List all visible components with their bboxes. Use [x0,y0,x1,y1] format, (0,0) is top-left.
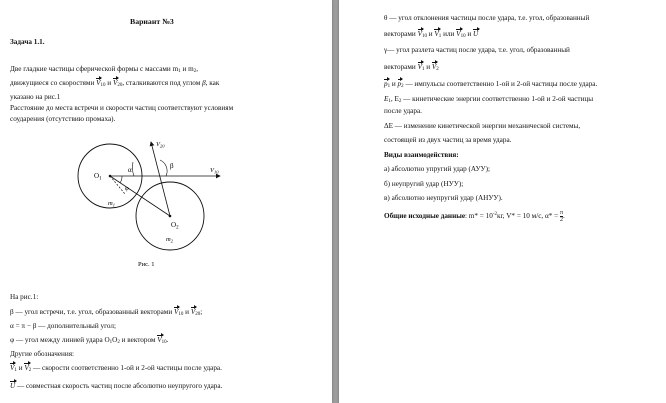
document-page-left [0,0,332,403]
alpha-definition: α = π − β — дополнительный угол; [10,322,116,330]
beta-arc [160,160,167,176]
label-v20: $V_{20}$ [156,141,165,149]
paragraph-line-3: указано на рис.1 [10,93,61,101]
paragraph-line-2: движущиеся со скоростями $V_{10}$ и $V_{20}$, сталкиваются под углом β, как [10,79,220,88]
label-v10: $V_{10}$ [210,167,219,175]
label-m2: $m_2$ [166,236,173,244]
gamma-vectors: векторами $V_1$ и $V_2$ [384,63,439,72]
momentum-definition: $p_1$ и $p_2$ — импульсы соответственно 1-ой и 2-ой частицы после удара. [384,80,598,89]
dashed-guide [110,176,125,194]
delta-energy-definition-cont: состоящей из двух частиц за время удара. [384,136,512,144]
on-figure-heading: На рис.1: [10,293,39,301]
label-m1: $m_1$ [108,200,115,208]
paragraph-line-4: Расстояние до места встречи и скорости частиц соответствуют условиям [10,104,234,112]
alpha-arc [132,162,134,176]
type-perfectly-inelastic: в) абсолютно неупругий удар (АНУУ). [384,194,503,202]
collision-figure [70,134,240,274]
paragraph-line-1: Две гладкие частицы сферической формы с массами $m_1$ и $m_2$, [10,65,198,74]
other-notation-heading: Другие обозначения: [10,350,75,358]
label-o1: $O_1$ [94,172,102,182]
general-data-line: Общие исходные данные: $m* = 10^{-2}кг$, V* = 10 м/с, α* = $\frac{\pi}{2}$ . [384,210,565,223]
joint-velocity-definition: U — совместная скорость частиц после абсолютно неупругого удара. [10,382,223,390]
beta-definition: β — угол встречи, т.е. угол, образованный векторами $V_{10}$ и $V_{20}$; [10,308,203,317]
delta-energy-definition: ΔE — изменение кинетической энергии механической системы, [384,122,581,130]
label-alpha: α [128,166,132,174]
type-elastic: а) абсолютно упругий удар (АУУ); [384,165,491,173]
velocities-after-definition: $V_1$ и $V_2$ — скорости соответственно 1-ой и 2-ой частицы после удара. [10,364,222,373]
document-page-right [339,0,666,403]
phi-arc [120,176,122,183]
gamma-definition: γ— угол разлета частиц после удара, т.е. угол, образованный [384,46,570,54]
energy-definition: $E_1$, $E_2$ — кинетические энергии соответственно 1-ой и 2-ой частицы [384,95,594,104]
interaction-types-heading: Виды взаимодействия: [384,151,459,159]
paragraph-line-5: соударения (отсутствию промаха). [10,115,116,123]
label-o2: $O_2$ [171,221,179,231]
energy-definition-cont: после удара. [384,107,422,115]
task-heading: Задача 1.1. [10,38,45,46]
theta-vectors: векторами $V_{10}$ и $V_1$ или $V_{10}$ и U [384,30,479,39]
theta-definition: θ — угол отклонения частицы после удара, т.е. угол, образованный [384,14,590,22]
label-phi: φ [125,185,129,192]
variant-title: Вариант №3 [130,17,174,26]
type-inelastic: б) неупругий удар (НУУ); [384,180,464,188]
phi-definition: φ — угол между линией удара $O_1O_2$ и вектором $V_{10}$. [10,336,169,345]
figure-caption: Рис. 1 [138,261,155,268]
label-beta: β [170,162,174,170]
